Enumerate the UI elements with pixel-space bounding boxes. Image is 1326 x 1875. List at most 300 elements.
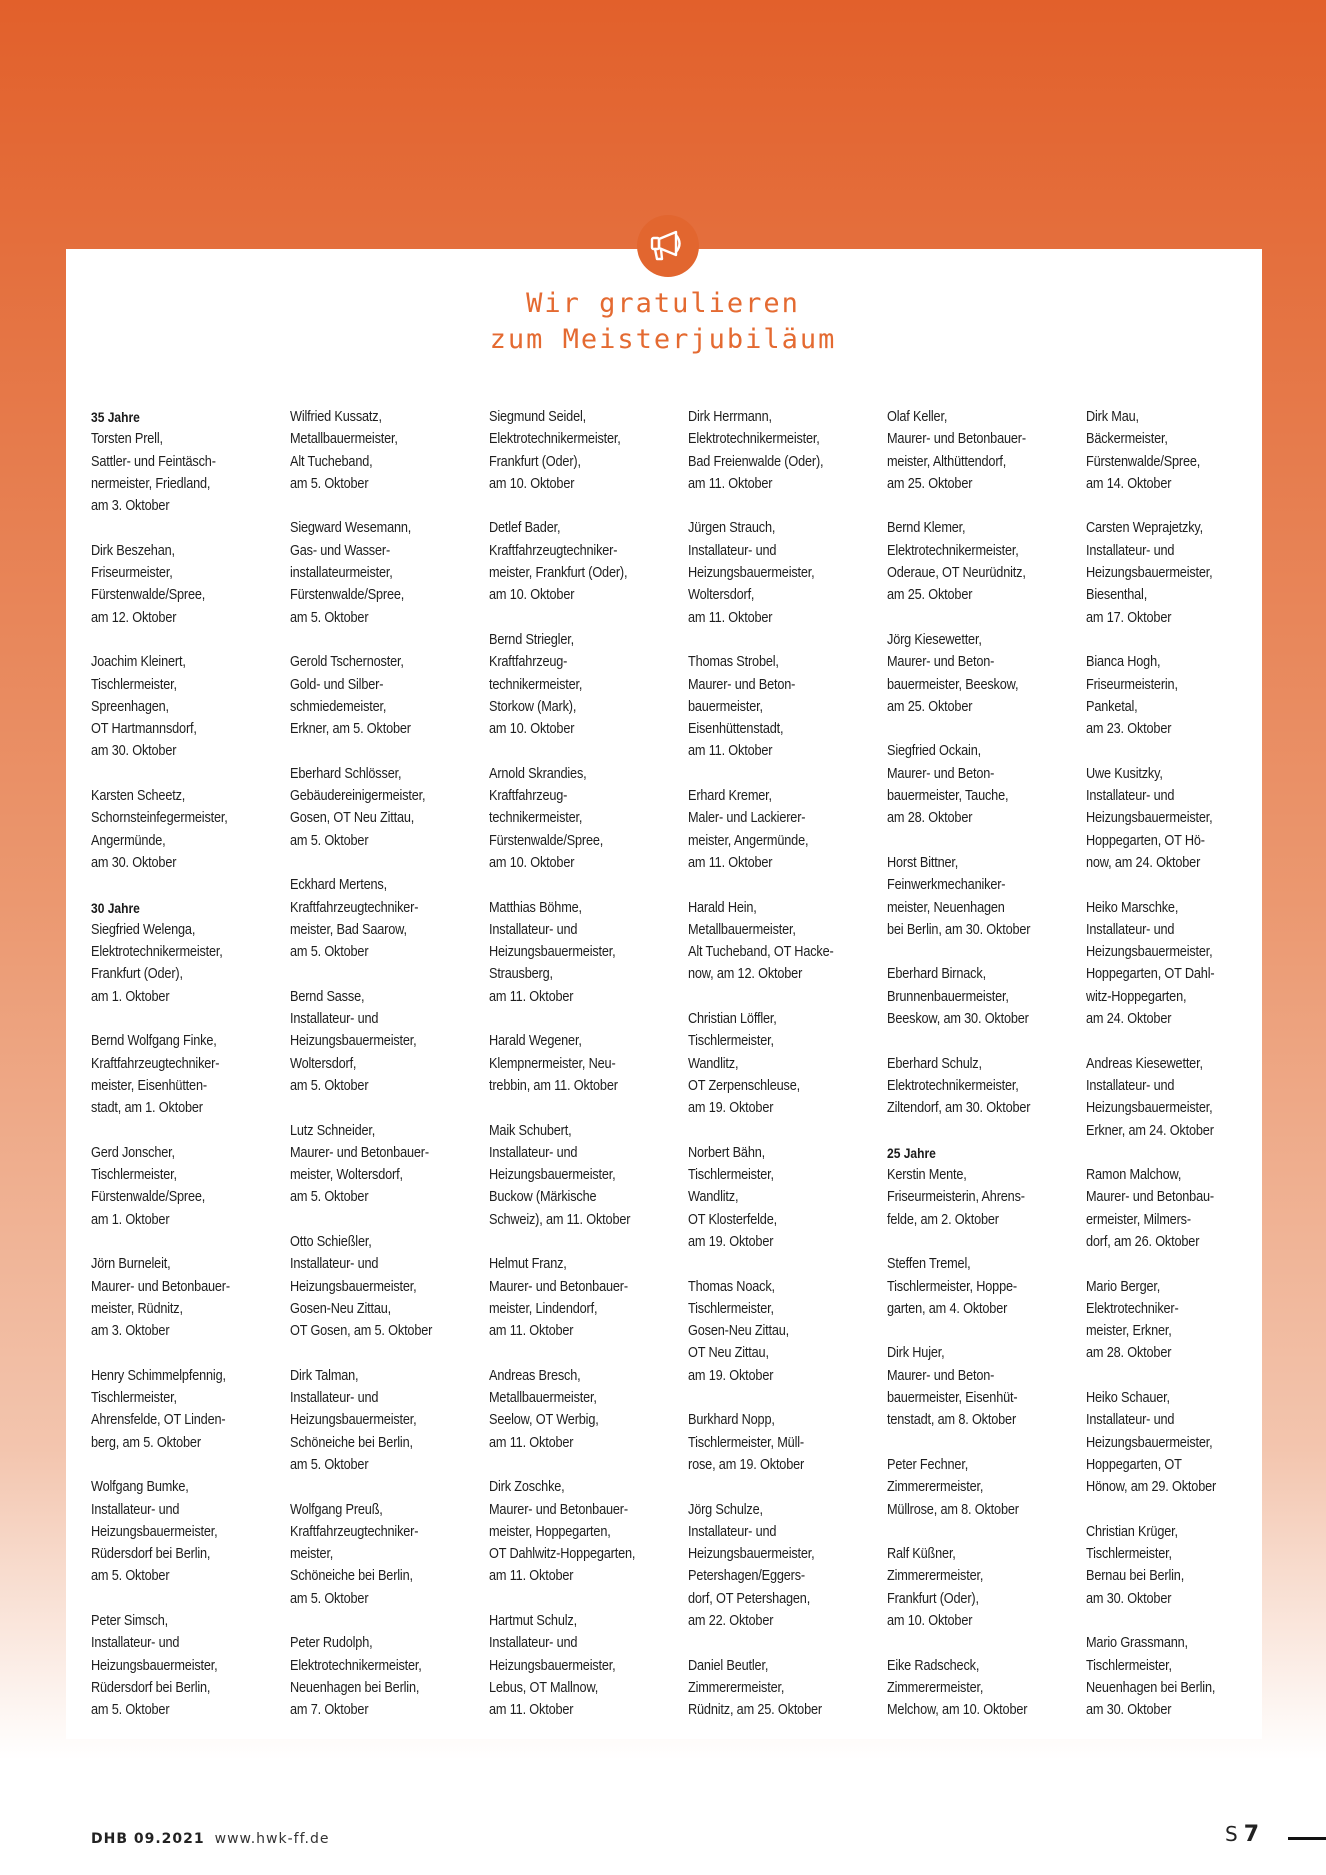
entry-line: Kraftfahrzeugtechniker- <box>489 542 618 559</box>
entry-line: Seelow, OT Werbig, <box>489 1412 599 1429</box>
entry-line: garten, am 4. Oktober <box>887 1300 1008 1317</box>
page-title <box>0 286 1326 358</box>
entry-line: Eberhard Birnack, <box>887 966 986 983</box>
entry-line: am 1. Oktober <box>91 1211 170 1228</box>
entry-line: Frankfurt (Oder), <box>489 453 581 470</box>
entry-line: Elektrotechnikermeister, <box>489 431 621 448</box>
jubilee-entry <box>688 517 859 628</box>
entry-line: Installateur- und <box>688 542 777 559</box>
jubilee-entry <box>887 1543 1058 1632</box>
entry-line: Peter Rudolph, <box>290 1635 373 1652</box>
entry-line: Siegmund Seidel, <box>489 409 587 425</box>
entry-line: Eberhard Schlösser, <box>290 765 402 782</box>
entry-line: Brunnenbauermeister, <box>887 988 1009 1005</box>
entry-line: am 14. Oktober <box>1086 475 1172 492</box>
jubilee-entry <box>91 1365 262 1454</box>
entry-line: Frankfurt (Oder), <box>91 966 183 983</box>
entry-line: Heizungsbauermeister, <box>489 1167 616 1184</box>
entry-line: Kraftfahrzeug- <box>489 654 568 671</box>
entry-line: Gold- und Silber- <box>290 676 384 693</box>
entry-line: Daniel Beutler, <box>688 1657 769 1674</box>
entry-line: Jörn Burneleit, <box>91 1256 171 1273</box>
entry-line: am 10. Oktober <box>489 475 575 492</box>
entry-line: Gosen, OT Neu Zittau, <box>290 810 415 827</box>
entry-line: Wolfgang Bumke, <box>91 1479 189 1496</box>
entry-line: bauermeister, Beeskow, <box>887 676 1019 693</box>
entry-line: Olaf Keller, <box>887 409 948 425</box>
entry-line: trebbin, am 11. Oktober <box>489 1077 618 1094</box>
entry-line: Zimmerermeister, <box>887 1479 984 1496</box>
entry-line: tenstadt, am 8. Oktober <box>887 1412 1017 1429</box>
entry-line: Gosen-Neu Zittau, <box>290 1300 392 1317</box>
entry-line: Peter Fechner, <box>887 1456 969 1473</box>
entry-line: Spreenhagen, <box>91 698 169 715</box>
entry-line: am 25. Oktober <box>887 698 973 715</box>
entry-line: installateurmeister, <box>290 565 393 582</box>
jubilee-entry <box>290 763 461 852</box>
entry-line: Lebus, OT Mallnow, <box>489 1679 599 1696</box>
entry-line: Kraftfahrzeugtechniker- <box>91 1055 220 1072</box>
entry-line: Bernd Klemer, <box>887 520 966 537</box>
jubilee-entry <box>1086 1387 1257 1498</box>
entry-line: Frankfurt (Oder), <box>887 1590 979 1607</box>
jubilee-entry <box>1086 1632 1257 1721</box>
entry-line: meister, Bad Saarow, <box>290 921 407 938</box>
entry-line: am 28. Oktober <box>887 810 973 827</box>
entry-line: Tischlermeister, Müll- <box>688 1434 804 1451</box>
jubilee-entry <box>290 517 461 628</box>
entry-line: Eberhard Schulz, <box>887 1055 982 1072</box>
entry-line: Maurer- und Betonbauer- <box>887 431 1026 448</box>
entry-line: Dirk Mau, <box>1086 409 1139 425</box>
entry-line: Oderaue, OT Neurüdnitz, <box>887 565 1026 582</box>
column-5 <box>887 406 1086 1726</box>
jubilee-entry <box>887 1342 1058 1431</box>
entry-line: am 10. Oktober <box>489 854 575 871</box>
entry-line: Elektrotechnikermeister, <box>290 1657 422 1674</box>
jubilee-entry <box>91 428 262 517</box>
entry-line: Norbert Bähn, <box>688 1144 765 1161</box>
jubilee-entry <box>91 1610 262 1721</box>
entry-line: Tischlermeister, Hoppe- <box>887 1278 1017 1295</box>
entry-line: Burkhard Nopp, <box>688 1412 775 1429</box>
entry-line: Ziltendorf, am 30. Oktober <box>887 1100 1031 1117</box>
jubilee-entry <box>489 1253 660 1342</box>
jubilee-entry <box>688 1008 859 1119</box>
jubilee-entry <box>887 1164 1058 1231</box>
entry-line: am 5. Oktober <box>290 475 369 492</box>
entry-line: Bäckermeister, <box>1086 431 1168 448</box>
jubilee-entry <box>887 740 1058 829</box>
entry-line: dorf, am 26. Oktober <box>1086 1233 1200 1250</box>
entry-line: Maurer- und Beton- <box>688 676 796 693</box>
entry-line: Heiko Schauer, <box>1086 1390 1170 1407</box>
entry-line: Fürstenwalde/Spree, <box>91 587 206 604</box>
jubilee-entry <box>887 1053 1058 1120</box>
entry-line: meister, Erkner, <box>1086 1323 1172 1340</box>
entry-line: Neuenhagen bei Berlin, <box>290 1679 420 1696</box>
entry-line: Maurer- und Betonbauer- <box>489 1501 628 1518</box>
entry-line: Heizungsbauermeister, <box>1086 1100 1213 1117</box>
entry-line: meister, Hoppegarten, <box>489 1523 611 1540</box>
entry-line: Heizungsbauermeister, <box>688 565 815 582</box>
jubilee-entry <box>1086 517 1257 628</box>
entry-line: Friseurmeisterin, Ahrens- <box>887 1189 1025 1206</box>
entry-line: Kerstin Mente, <box>887 1167 967 1184</box>
entry-line: Steffen Tremel, <box>887 1256 971 1273</box>
entry-line: Installateur- und <box>290 1011 379 1028</box>
entry-line: OT Gosen, am 5. Oktober <box>290 1323 433 1340</box>
entry-line: schmiedemeister, <box>290 698 387 715</box>
entry-line: Maik Schubert, <box>489 1122 572 1139</box>
entry-line: Dirk Zoschke, <box>489 1479 565 1496</box>
jubilee-entry <box>887 1655 1058 1722</box>
entry-line: stadt, am 1. Oktober <box>91 1100 203 1117</box>
entry-line: Arnold Skrandies, <box>489 765 587 782</box>
entry-line: meister, Eisenhütten- <box>91 1077 207 1094</box>
title-line-1: Wir gratulieren <box>526 288 800 319</box>
entry-line: Beeskow, am 30. Oktober <box>887 1011 1029 1028</box>
entry-line: Feinwerkmechaniker- <box>887 877 1006 894</box>
jubilee-entry <box>688 897 859 986</box>
entry-line: Installateur- und <box>91 1635 180 1652</box>
jubilee-entry <box>887 629 1058 718</box>
entry-line: Eckhard Mertens, <box>290 877 387 894</box>
entry-line: Erkner, am 5. Oktober <box>290 721 411 738</box>
entry-line: Schornsteinfegermeister, <box>91 810 228 827</box>
entry-line: Erhard Kremer, <box>688 788 772 805</box>
entry-line: technikermeister, <box>489 676 583 693</box>
entry-line: Ramon Malchow, <box>1086 1167 1182 1184</box>
jubilee-entry <box>489 763 660 874</box>
entry-line: am 28. Oktober <box>1086 1345 1172 1362</box>
entry-line: Elektrotechniker- <box>1086 1300 1179 1317</box>
entry-line: Matthias Böhme, <box>489 899 582 916</box>
entry-line: Bianca Hogh, <box>1086 654 1161 671</box>
badge <box>637 215 699 277</box>
entry-line: OT Hartmannsdorf, <box>91 721 197 738</box>
jubilee-entry <box>887 1253 1058 1320</box>
entry-line: am 5. Oktober <box>91 1702 170 1719</box>
jubilee-entry <box>688 1409 859 1476</box>
entry-line: Bernau bei Berlin, <box>1086 1568 1185 1585</box>
entry-line: meister, <box>290 1546 334 1563</box>
entry-line: Panketal, <box>1086 698 1138 715</box>
entry-line: Woltersdorf, <box>688 587 755 604</box>
entry-line: Hönow, am 29. Oktober <box>1086 1479 1217 1496</box>
entry-line: am 1. Oktober <box>91 988 170 1005</box>
jubilee-entry <box>1086 406 1257 495</box>
entry-line: Installateur- und <box>688 1523 777 1540</box>
entry-line: am 25. Oktober <box>887 475 973 492</box>
jubilee-entry <box>1086 1164 1257 1253</box>
column-1 <box>91 406 290 1726</box>
jubilee-columns <box>91 406 1251 1726</box>
entry-line: Gosen-Neu Zittau, <box>688 1323 790 1340</box>
entry-line: Maurer- und Beton- <box>887 765 995 782</box>
entry-line: Tischlermeister, <box>1086 1657 1172 1674</box>
entry-line: Eike Radscheck, <box>887 1657 980 1674</box>
entry-line: Elektrotechnikermeister, <box>887 542 1019 559</box>
entry-line: OT Neu Zittau, <box>688 1345 769 1362</box>
jubilee-entry <box>688 651 859 762</box>
entry-line: am 11. Oktober <box>489 1323 574 1340</box>
entry-line: Alt Tucheband, OT Hacke- <box>688 944 834 961</box>
entry-line: Heizungsbauermeister, <box>1086 944 1213 961</box>
entry-line: Siegfried Ockain, <box>887 743 981 760</box>
entry-line: am 11. Oktober <box>489 1434 574 1451</box>
entry-line: Torsten Prell, <box>91 431 163 448</box>
entry-line: Installateur- und <box>489 1635 578 1652</box>
entry-line: Thomas Noack, <box>688 1278 775 1295</box>
entry-line: Elektrotechnikermeister, <box>887 1077 1019 1094</box>
entry-line: am 11. Oktober <box>688 475 773 492</box>
footer-left <box>91 1831 329 1847</box>
jubilee-entry <box>887 852 1058 941</box>
entry-line: Mario Grassmann, <box>1086 1635 1188 1652</box>
entry-line: Heizungsbauermeister, <box>290 1412 417 1429</box>
entry-line: Dirk Talman, <box>290 1367 359 1384</box>
entry-line: Horst Bittner, <box>887 854 959 871</box>
entry-line: Uwe Kusitzky, <box>1086 765 1163 782</box>
section-heading: 25 Jahre <box>887 1144 936 1161</box>
entry-line: Maurer- und Betonbauer- <box>489 1278 628 1295</box>
entry-line: Heizungsbauermeister, <box>489 1657 616 1674</box>
entry-line: Hartmut Schulz, <box>489 1613 577 1630</box>
jubilee-entry <box>91 919 262 1008</box>
entry-line: Installateur- und <box>290 1390 379 1407</box>
entry-line: meister, Lindendorf, <box>489 1300 598 1317</box>
entry-line: Tischlermeister, <box>688 1033 774 1050</box>
entry-line: Kraftfahrzeugtechniker- <box>290 899 419 916</box>
entry-line: Installateur- und <box>290 1256 379 1273</box>
entry-line: Siegfried Welenga, <box>91 921 196 938</box>
entry-line: am 5. Oktober <box>290 1456 369 1473</box>
jubilee-entry <box>688 1655 859 1722</box>
entry-line: meister, Rüdnitz, <box>91 1300 183 1317</box>
entry-line: Dirk Hujer, <box>887 1345 945 1362</box>
jubilee-entry <box>290 1365 461 1476</box>
entry-line: Schöneiche bei Berlin, <box>290 1568 413 1585</box>
entry-line: Otto Schießler, <box>290 1233 372 1250</box>
entry-line: Wolfgang Preuß, <box>290 1501 383 1518</box>
entry-line: Tischlermeister, <box>91 1167 177 1184</box>
jubilee-entry <box>290 1231 461 1342</box>
entry-line: am 5. Oktober <box>91 1568 170 1585</box>
entry-line: Bad Freienwalde (Oder), <box>688 453 824 470</box>
jubilee-entry <box>91 540 262 629</box>
entry-line: Storkow (Mark), <box>489 698 577 715</box>
entry-line: Installateur- und <box>1086 542 1175 559</box>
jubilee-entry <box>489 1365 660 1454</box>
jubilee-entry <box>290 1120 461 1209</box>
entry-line: am 3. Oktober <box>91 1323 170 1340</box>
entry-line: Maurer- und Betonbau- <box>1086 1189 1214 1206</box>
jubilee-entry <box>91 651 262 762</box>
entry-line: meister, Althüttendorf, <box>887 453 1007 470</box>
entry-line: Hoppegarten, OT <box>1086 1456 1182 1473</box>
entry-line: Metallbauermeister, <box>489 1390 597 1407</box>
jubilee-entry <box>887 963 1058 1030</box>
entry-line: Biesenthal, <box>1086 587 1148 604</box>
entry-line: meister, Frankfurt (Oder), <box>489 565 628 582</box>
entry-line: am 11. Oktober <box>489 1568 574 1585</box>
entry-line: Elektrotechnikermeister, <box>688 431 820 448</box>
entry-line: Peter Simsch, <box>91 1613 168 1630</box>
entry-line: Andreas Kiesewetter, <box>1086 1055 1203 1072</box>
entry-line: Installateur- und <box>489 921 578 938</box>
column-4 <box>688 406 887 1726</box>
entry-line: am 7. Oktober <box>290 1702 369 1719</box>
entry-line: Hoppegarten, OT Dahl- <box>1086 966 1215 983</box>
jubilee-entry <box>688 785 859 874</box>
jubilee-entry <box>91 1476 262 1587</box>
entry-line: meister, Neuenhagen <box>887 899 1005 916</box>
entry-line: Ralf Küßner, <box>887 1546 956 1563</box>
entry-line: Mario Berger, <box>1086 1278 1161 1295</box>
entry-line: Installateur- und <box>1086 788 1175 805</box>
entry-line: Fürstenwalde/Spree, <box>1086 453 1201 470</box>
entry-line: am 3. Oktober <box>91 498 170 515</box>
entry-line: Detlef Bader, <box>489 520 561 537</box>
entry-line: Bernd Wolfgang Finke, <box>91 1033 217 1050</box>
entry-line: Rüdersdorf bei Berlin, <box>91 1679 211 1696</box>
title-line-2: zum Meisterjubiläum <box>489 324 837 355</box>
section-heading: 30 Jahre <box>91 899 140 916</box>
entry-line: OT Dahlwitz-Hoppegarten, <box>489 1546 636 1563</box>
entry-line: bauermeister, Tauche, <box>887 788 1009 805</box>
entry-line: Jörg Schulze, <box>688 1501 763 1518</box>
entry-line: am 22. Oktober <box>688 1613 774 1630</box>
entry-line: am 19. Oktober <box>688 1100 774 1117</box>
entry-line: Bernd Striegler, <box>489 631 574 648</box>
entry-line: Rüdnitz, am 25. Oktober <box>688 1702 822 1719</box>
entry-line: Jürgen Strauch, <box>688 520 776 537</box>
jubilee-entry <box>91 1253 262 1342</box>
entry-line: am 24. Oktober <box>1086 1011 1172 1028</box>
jubilee-entry <box>91 785 262 874</box>
entry-line: am 11. Oktober <box>688 854 773 871</box>
entry-line: now, am 24. Oktober <box>1086 854 1201 871</box>
entry-line: rose, am 19. Oktober <box>688 1456 805 1473</box>
entry-line: am 11. Oktober <box>489 988 574 1005</box>
jubilee-entry <box>887 517 1058 606</box>
entry-line: am 30. Oktober <box>91 743 177 760</box>
entry-line: Petershagen/Eggers- <box>688 1568 806 1585</box>
entry-line: Harald Wegener, <box>489 1033 582 1050</box>
jubilee-entry <box>1086 763 1257 874</box>
entry-line: Kraftfahrzeugtechniker- <box>290 1523 419 1540</box>
footer-rule <box>1288 1837 1326 1840</box>
entry-line: Installateur- und <box>1086 1412 1175 1429</box>
entry-line: Melchow, am 10. Oktober <box>887 1702 1028 1719</box>
jubilee-entry <box>290 1632 461 1721</box>
entry-line: Jörg Kiesewetter, <box>887 631 982 648</box>
entry-line: am 17. Oktober <box>1086 609 1172 626</box>
column-6 <box>1086 406 1285 1726</box>
entry-line: Maurer- und Beton- <box>887 1367 995 1384</box>
entry-line: witz-Hoppegarten, <box>1086 988 1187 1005</box>
entry-line: ermeister, Milmers- <box>1086 1211 1191 1228</box>
entry-line: Karsten Scheetz, <box>91 788 186 805</box>
entry-line: meister, Woltersdorf, <box>290 1167 403 1184</box>
entry-line: Christian Krüger, <box>1086 1523 1178 1540</box>
entry-line: am 5. Oktober <box>290 609 369 626</box>
entry-line: Eisenhüttenstadt, <box>688 721 784 738</box>
entry-line: Heizungsbauermeister, <box>1086 810 1213 827</box>
entry-line: Thomas Strobel, <box>688 654 779 671</box>
entry-line: felde, am 2. Oktober <box>887 1211 999 1228</box>
entry-line: am 5. Oktober <box>290 1189 369 1206</box>
jubilee-entry <box>290 986 461 1097</box>
entry-line: Heizungsbauermeister, <box>290 1278 417 1295</box>
entry-line: Metallbauermeister, <box>688 921 796 938</box>
entry-line: Lutz Schneider, <box>290 1122 376 1139</box>
entry-line: Fürstenwalde/Spree, <box>290 587 405 604</box>
megaphone-icon <box>646 226 690 266</box>
entry-line: berg, am 5. Oktober <box>91 1434 201 1451</box>
entry-line: am 30. Oktober <box>1086 1590 1172 1607</box>
entry-line: am 5. Oktober <box>290 944 369 961</box>
entry-line: Friseurmeisterin, <box>1086 676 1178 693</box>
entry-line: Kraftfahrzeug- <box>489 788 568 805</box>
jubilee-entry <box>1086 1276 1257 1365</box>
entry-line: Gerold Tschernoster, <box>290 654 404 671</box>
entry-line: Heizungsbauermeister, <box>1086 1434 1213 1451</box>
entry-line: Andreas Bresch, <box>489 1367 581 1384</box>
entry-line: Sattler- und Feintäsch- <box>91 453 216 470</box>
jubilee-entry <box>1086 651 1257 740</box>
entry-line: Tischlermeister, <box>91 676 177 693</box>
entry-line: am 5. Oktober <box>290 832 369 849</box>
entry-line: Helmut Franz, <box>489 1256 567 1273</box>
entry-line: Schweiz), am 11. Oktober <box>489 1211 631 1228</box>
jubilee-entry <box>887 406 1058 495</box>
entry-line: Installateur- und <box>1086 921 1175 938</box>
entry-line: Wilfried Kussatz, <box>290 409 382 425</box>
entry-line: Tischlermeister, <box>91 1390 177 1407</box>
entry-line: Dirk Beszehan, <box>91 542 175 559</box>
entry-line: Installateur- und <box>91 1501 180 1518</box>
entry-line: am 12. Oktober <box>91 609 177 626</box>
entry-line: am 30. Oktober <box>1086 1702 1172 1719</box>
entry-line: Heizungsbauermeister, <box>91 1523 218 1540</box>
entry-line: bei Berlin, am 30. Oktober <box>887 921 1031 938</box>
entry-line: Zimmerermeister, <box>688 1679 785 1696</box>
column-2 <box>290 406 489 1726</box>
entry-line: Schöneiche bei Berlin, <box>290 1434 413 1451</box>
entry-line: Fürstenwalde/Spree, <box>489 832 604 849</box>
entry-line: Metallbauermeister, <box>290 431 398 448</box>
jubilee-entry <box>489 406 660 495</box>
section-heading: 35 Jahre <box>91 409 140 425</box>
entry-line: Maurer- und Betonbauer- <box>290 1144 429 1161</box>
entry-line: Heizungsbauermeister, <box>1086 565 1213 582</box>
jubilee-entry <box>1086 897 1257 1031</box>
entry-line: Heizungsbauermeister, <box>489 944 616 961</box>
jubilee-entry <box>1086 1053 1257 1142</box>
jubilee-entry <box>489 1030 660 1097</box>
entry-line: Zimmerermeister, <box>887 1679 984 1696</box>
footer-url[interactable]: www.hwk-ff.de <box>214 1831 330 1847</box>
entry-line: Wandlitz, <box>688 1189 739 1206</box>
jubilee-entry <box>688 1142 859 1253</box>
column-3 <box>489 406 688 1726</box>
entry-line: Tischlermeister, <box>688 1167 774 1184</box>
jubilee-entry <box>290 1499 461 1610</box>
entry-line: Zimmerermeister, <box>887 1568 984 1585</box>
page-number-value: 7 <box>1243 1822 1260 1847</box>
